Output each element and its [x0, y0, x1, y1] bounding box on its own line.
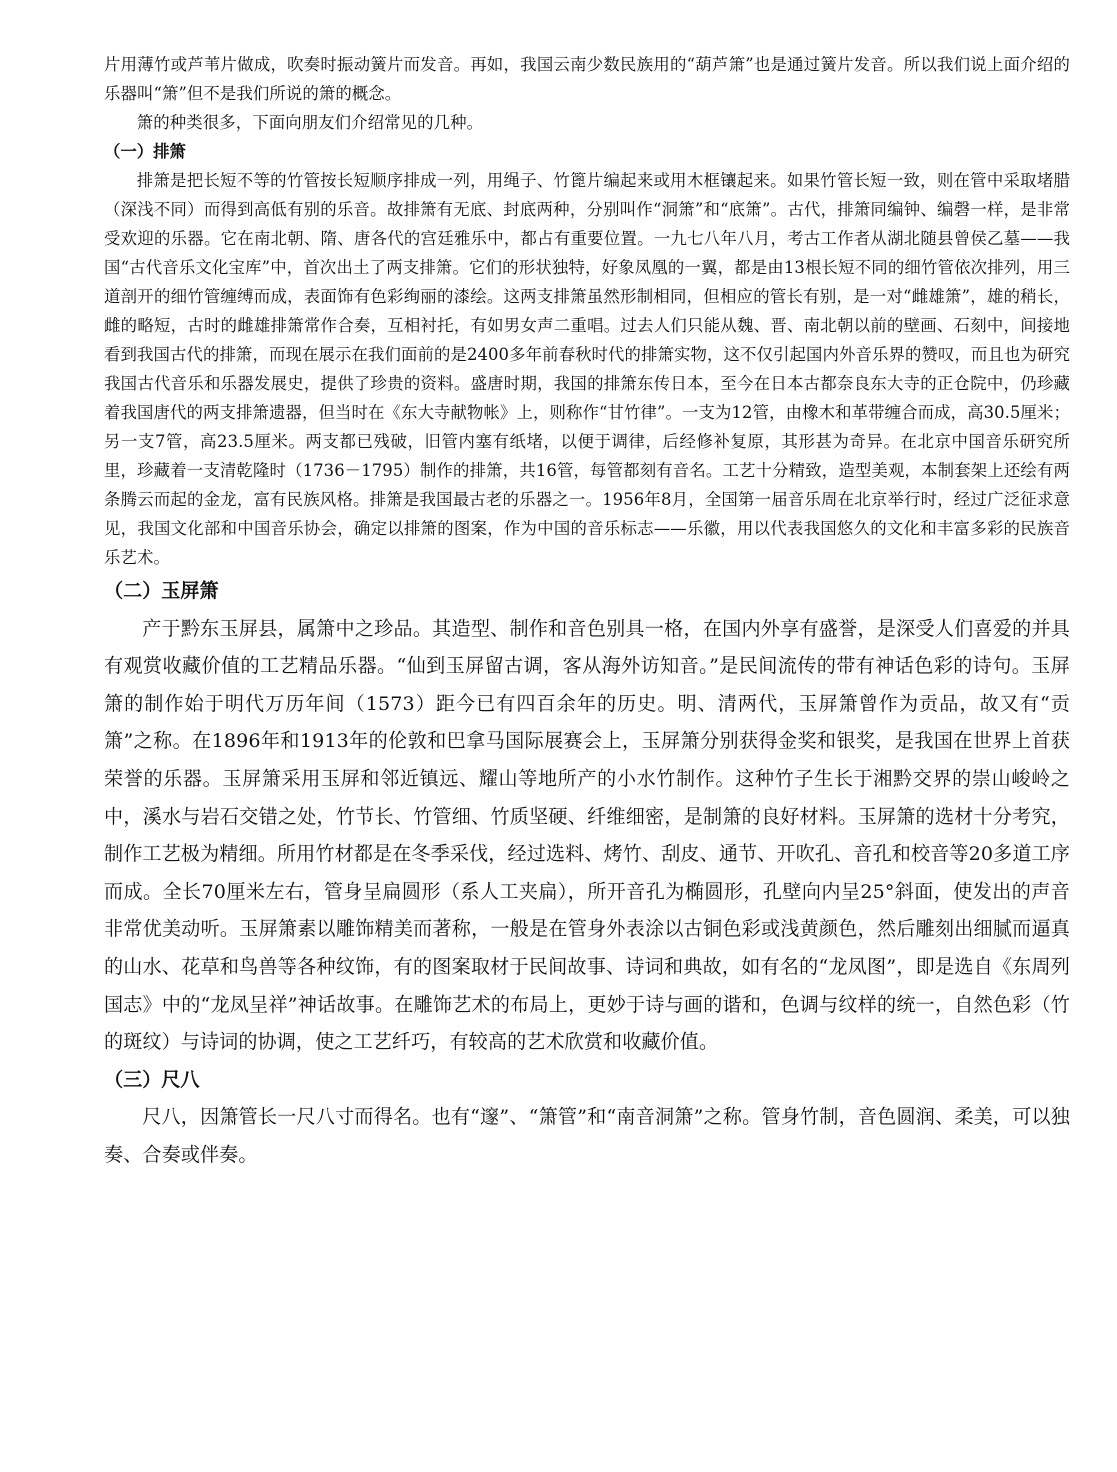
- document-page: [104, 50, 1070, 1174]
- section-heading-chiba: （三）尺八: [104, 1067, 200, 1091]
- paragraph-continuation: 片用薄竹或芦苇片做成，吹奏时振动簧片而发音。再如，我国云南少数民族用的“葫芦箫”也是通过簧片发音。所以我们说上面介绍的乐器叫“箫”但不是我们所说的箫的概念。: [104, 55, 1070, 103]
- section-heading-paixiao: （一）排箫: [104, 142, 186, 161]
- text-block-top: [104, 50, 1070, 572]
- paragraph-chiba: 尺八，因箫管长一尺八寸而得名。也有“邃”、“箫管”和“南音洞箫”之称。管身竹制，音色圆润、柔美，可以独奏、合奏或伴奏。: [104, 1105, 1070, 1166]
- section-heading-yupingxiao: （二）玉屏箫: [104, 579, 219, 602]
- paragraph-intro: 箫的种类很多，下面向朋友们介绍常见的几种。: [136, 113, 484, 132]
- text-block-bottom: [104, 572, 1070, 1174]
- paragraph-yupingxiao: 产于黔东玉屏县，属箫中之珍品。其造型、制作和音色别具一格，在国内外享有盛誉，是深受人们喜爱的并具有观赏收藏价值的工艺精品乐器。“仙到玉屏留古调，客从海外访知音。”是民间流传的带有神话色彩的诗句。玉屏箫的制作始于明代万历年间（1573）距今已有四百余年的历史。明、清两代，玉屏箫曾作为贡品，故又有“贡箫”之称。在1896年和1913年的伦敦和巴拿马国际展赛会上，玉屏箫分别获得金奖和银奖，是我国在世界上首获荣誉的乐器。玉屏箫采用玉屏和邻近镇远、耀山等地所产的小水竹制作。这种竹子生长于湘黔交界的崇山峻岭之中，溪水与岩石交错之处，竹节长、竹管细、竹质坚硬、纤维细密，是制箫的良好材料。玉屏箫的选材十分考究，制作工艺极为精细。所用竹材都是在冬季采伐，经过选料、烤竹、刮皮、通节、开吹孔、音孔和校音等20多道工序而成。全长70厘米左右，管身呈扁圆形（系人工夹扁），所开音孔为椭圆形，孔壁向内呈25°斜面，使发出的声音非常优美动听。玉屏箫素以雕饰精美而著称，一般是在管身外表涂以古铜色彩或浅黄颜色，然后雕刻出细腻而逼真的山水、花草和鸟兽等各种纹饰，有的图案取材于民间故事、诗词和典故，如有名的“龙凤图”，即是选自《东周列国志》中的“龙凤呈祥”神话故事。在雕饰艺术的布局上，更妙于诗与画的谐和，色调与纹样的统一，自然色彩（竹的斑纹）与诗词的协调，使之工艺纤巧，有较高的艺术欣赏和收藏价值。: [104, 616, 1070, 1054]
- paragraph-paixiao: 排箫是把长短不等的竹管按长短顺序排成一列，用绳子、竹篦片编起来或用木框镶起来。如果竹管长短一致，则在管中采取堵腊（深浅不同）而得到高低有别的乐音。故排箫有无底、封底两种，分别叫作“洞箫”和“底箫”。古代，排箫同编钟、编磬一样，是非常受欢迎的乐器。它在南北朝、隋、唐各代的宫廷雅乐中，都占有重要位置。一九七八年八月，考古工作者从湖北随县曾侯乙墓——我国“古代音乐文化宝库”中，首次出土了两支排箫。它们的形状独特，好象凤凰的一翼，都是由13根长短不同的细竹管依次排列，用三道剖开的细竹管缠缚而成，表面饰有色彩绚丽的漆绘。这两支排箫虽然形制相同，但相应的管长有别，是一对“雌雄箫”，雄的稍长，雌的略短，古时的雌雄排箫常作合奏，互相衬托，有如男女声二重唱。过去人们只能从魏、晋、南北朝以前的壁画、石刻中，间接地看到我国古代的排箫，而现在展示在我们面前的是2400多年前春秋时代的排箫实物，这不仅引起国内外音乐界的赞叹，而且也为研究我国古代音乐和乐器发展史，提供了珍贵的资料。盛唐时期，我国的排箫东传日本，至今在日本古都奈良东大寺的正仓院中，仍珍藏着我国唐代的两支排箫遗器，但当时在《东大寺献物帐》上，则称作“甘竹律”。一支为12管，由橡木和革带缠合而成，高30.5厘米；另一支7管，高23.5厘米。两支都已残破，旧管内塞有纸堵，以便于调律，后经修补复原，其形甚为奇异。在北京中国音乐研究所里，珍藏着一支清乾隆时（1736－1795）制作的排箫，共16管，每管都刻有音名。工艺十分精致，造型美观，本制套架上还绘有两条腾云而起的金龙，富有民族风格。排箫是我国最古老的乐器之一。1956年8月，全国第一届音乐周在北京举行时，经过广泛征求意见，我国文化部和中国音乐协会，确定以排箫的图案，作为中国的音乐标志——乐徽，用以代表我国悠久的文化和丰富多彩的民族音乐艺术。: [104, 171, 1070, 567]
